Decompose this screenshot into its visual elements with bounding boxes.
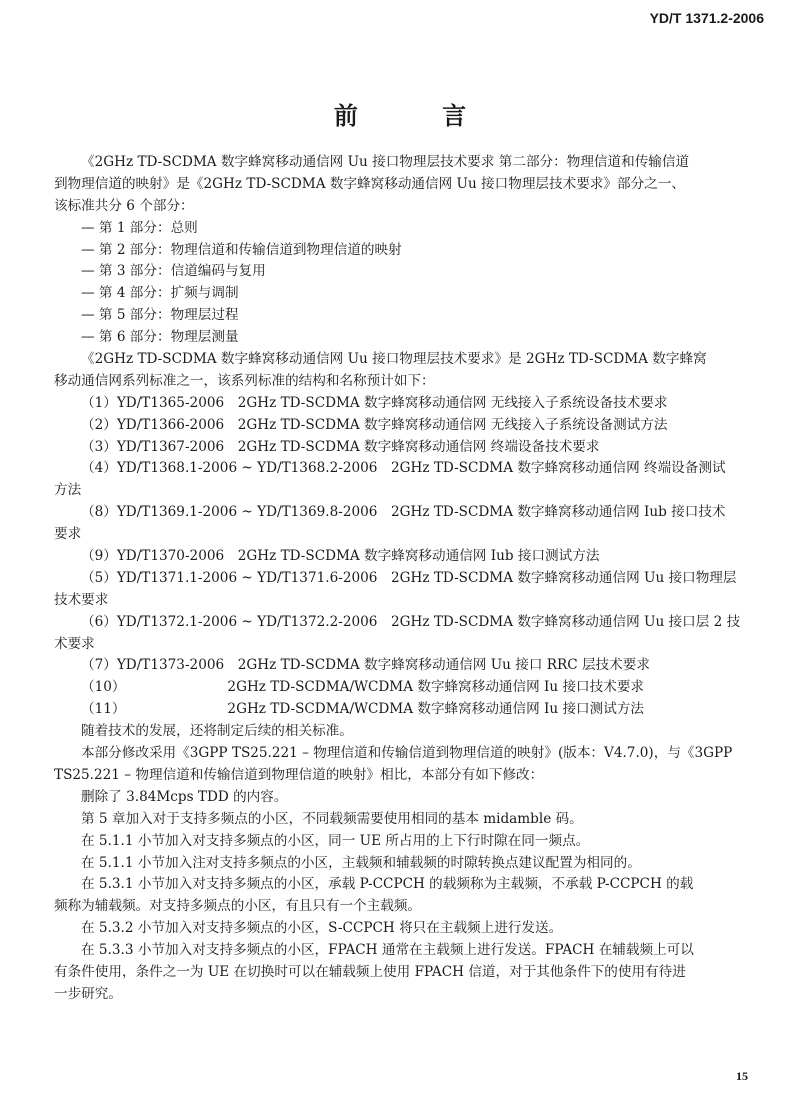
text-line: （11） 2GHz TD-SCDMA/WCDMA 数字蜂窝移动通信网 Iu 接口测试方法	[81, 701, 645, 718]
text-line: 删除了 3.84Mcps TDD 的内容。	[81, 788, 288, 805]
text-line: 本部分修改采用《3GPP TS25.221 – 物理信道和传输信道到物理信道的映射》(版本：V4.7.0)，与《3GPP	[81, 745, 733, 762]
text-line: — 第 6 部分：物理层测量	[81, 329, 239, 346]
text-line: 到物理信道的映射》是《2GHz TD-SCDMA 数字蜂窝移动通信网 Uu 接口物理层技术要求》部分之一、	[54, 175, 685, 192]
text-line: （2）YD/T1366-2006 2GHz TD-SCDMA 数字蜂窝移动通信网 无线接入子系统设备测试方法	[81, 416, 668, 433]
text-line: （9）YD/T1370-2006 2GHz TD-SCDMA 数字蜂窝移动通信网 Iub 接口测试方法	[81, 548, 600, 565]
text-line: （5）YD/T1371.1-2006 ~ YD/T1371.6-2006 2GHz TD-SCDMA 数字蜂窝移动通信网 Uu 接口物理层	[81, 569, 737, 586]
text-line: 在 5.3.3 小节加入对支持多频点的小区，FPACH 通常在主载频上进行发送。FPACH 在辅载频上可以	[81, 942, 694, 959]
text-line: 该标准共分 6 个部分：	[54, 197, 194, 214]
text-line: 有条件使用，条件之一为 UE 在切换时可以在辅载频上使用 FPACH 信道，对于其他条件下的使用有待进	[54, 963, 686, 980]
text-line: 《2GHz TD-SCDMA 数字蜂窝移动通信网 Uu 接口物理层技术要求 第二部分：物理信道和传输信道	[81, 154, 690, 170]
text-line: 在 5.3.2 小节加入对支持多频点的小区，S-CCPCH 将只在主载频上进行发送。	[81, 920, 563, 937]
text-line: （7）YD/T1373-2006 2GHz TD-SCDMA 数字蜂窝移动通信网 Uu 接口 RRC 层技术要求	[81, 657, 650, 674]
text-line: 在 5.1.1 小节加入注对支持多频点的小区，主载频和辅载频的时隙转换点建议配置为相同的。	[81, 854, 641, 871]
text-line: TS25.221 – 物理信道和传输信道到物理信道的映射》相比，本部分有如下修改：	[54, 766, 544, 783]
text-line: 方法	[54, 482, 82, 499]
text-line: （4）YD/T1368.1-2006 ~ YD/T1368.2-2006 2GHz TD-SCDMA 数字蜂窝移动通信网 终端设备测试	[81, 460, 726, 477]
document-id: YD/T 1371.2-2006	[649, 10, 764, 26]
text-line: — 第 4 部分：扩频与调制	[81, 285, 239, 302]
text-line: 术要求	[54, 635, 95, 652]
text-line: 在 5.3.1 小节加入对支持多频点的小区，承载 P-CCPCH 的载频称为主载频，不承载 P-CCPCH 的载	[81, 876, 694, 893]
text-line: 技术要求	[54, 591, 109, 608]
text-line: — 第 2 部分：物理信道和传输信道到物理信道的映射	[81, 241, 402, 258]
text-line: 要求	[54, 526, 82, 543]
text-line: 随着技术的发展，还将制定后续的相关标准。	[81, 723, 353, 740]
text-line: 频称为辅载频。对支持多频点的小区，有且只有一个主载频。	[54, 898, 422, 915]
text-line: （10） 2GHz TD-SCDMA/WCDMA 数字蜂窝移动通信网 Iu 接口技术要求	[81, 679, 645, 696]
text-line: — 第 3 部分：信道编码与复用	[81, 263, 266, 280]
page-title: 前 言	[333, 101, 505, 130]
text-line: — 第 5 部分：物理层过程	[81, 307, 239, 324]
page-number: 15	[736, 1069, 748, 1083]
text-line: （6）YD/T1372.1-2006 ~ YD/T1372.2-2006 2GHz TD-SCDMA 数字蜂窝移动通信网 Uu 接口层 2 技	[81, 613, 741, 630]
text-line: 第 5 章加入对于支持多频点的小区，不同载频需要使用相同的基本 midamble 码。	[81, 810, 583, 827]
text-line: （8）YD/T1369.1-2006 ~ YD/T1369.8-2006 2GHz TD-SCDMA 数字蜂窝移动通信网 Iub 接口技术	[81, 504, 726, 521]
text-line: 移动通信网系列标准之一，该系列标准的结构和名称预计如下：	[54, 372, 435, 389]
text-line: — 第 1 部分：总则	[81, 219, 198, 236]
foreword-body	[54, 152, 754, 1006]
text-line: （1）YD/T1365-2006 2GHz TD-SCDMA 数字蜂窝移动通信网 无线接入子系统设备技术要求	[81, 394, 668, 411]
text-line: 在 5.1.1 小节加入对支持多频点的小区，同一 UE 所占用的上下行时隙在同一频点。	[81, 832, 590, 849]
text-line: （3）YD/T1367-2006 2GHz TD-SCDMA 数字蜂窝移动通信网 终端设备技术要求	[81, 438, 600, 455]
text-line: 一步研究。	[54, 985, 122, 1002]
text-line: 《2GHz TD-SCDMA 数字蜂窝移动通信网 Uu 接口物理层技术要求》是 2GHz TD-SCDMA 数字蜂窝	[81, 351, 707, 368]
